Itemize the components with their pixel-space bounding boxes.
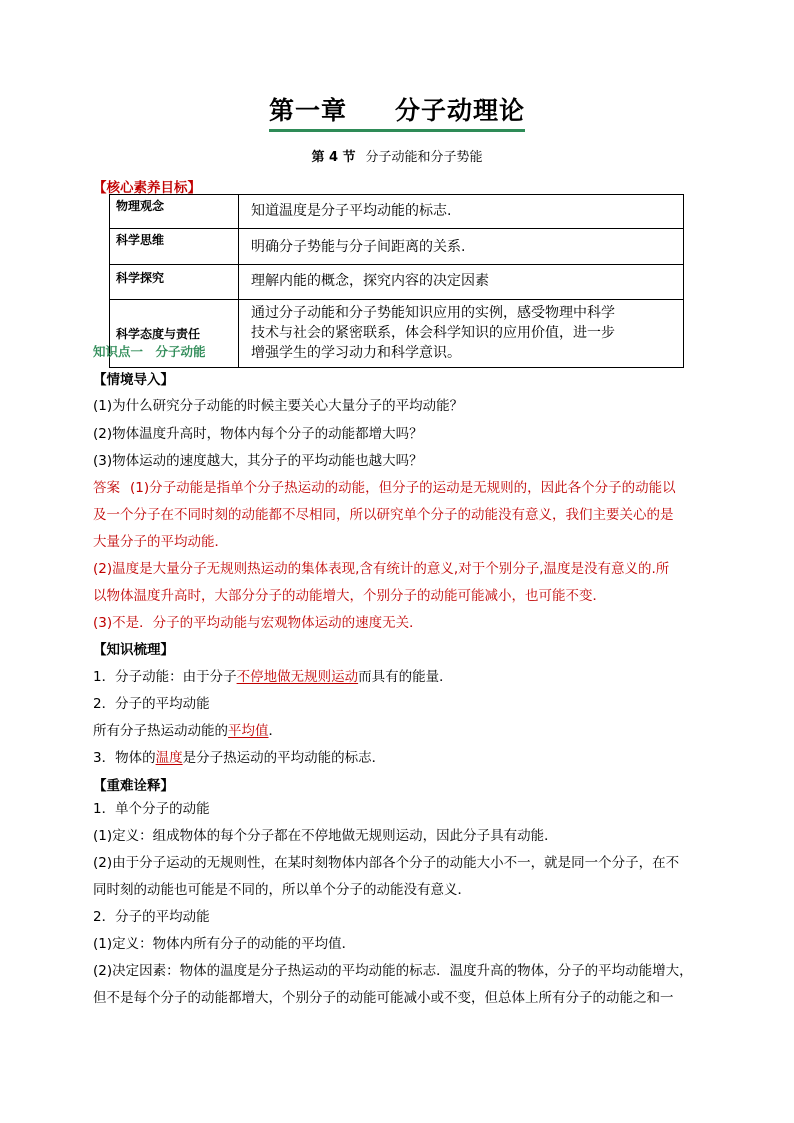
goal-value-line: 增强学生的学习动力和科学意识。 (251, 345, 461, 361)
answer-line (93, 478, 676, 498)
difficulty-line: 但不是每个分子的动能都增大，个别分子的动能可能减小或不变，但总体上所有分子的动能之和一 (93, 990, 674, 1006)
goal-value: 理解内能的概念，探究内容的决定因素 (239, 265, 684, 300)
section-number: 第 4 节 (311, 150, 356, 165)
review-blank-answer: 不停地做无规则运动 (236, 669, 359, 685)
review-blank-answer: 平均值 (228, 723, 269, 739)
difficulty-line: (2)决定因素：物体的温度是分子热运动的平均动能的标志．温度升高的物体，分子的平均动能增大， (93, 963, 693, 979)
difficulty-heading: 【重难诠释】 (93, 778, 174, 794)
goal-key: 物理观念 (110, 195, 239, 229)
goal-value-line: 通过分子动能和分子势能知识应用的实例，感受物理中科学 (251, 305, 615, 321)
chapter-prefix: 第一章 (268, 96, 347, 125)
question: (1)为什么研究分子动能的时候主要关心大量分子的平均动能？ (93, 398, 464, 414)
chapter-name: 分子动理论 (395, 96, 526, 125)
difficulty-line: (1)定义：物体内所有分子的动能的平均值． (93, 936, 356, 952)
answer-line: 大量分子的平均动能． (93, 534, 228, 550)
difficulty-line: 1．单个分子的动能 (93, 801, 210, 817)
review-item (93, 721, 282, 741)
review-text: 所有分子热运动动能的 (93, 723, 228, 739)
review-item (93, 748, 385, 768)
answer-line: 以物体温度升高时，大部分分子的动能增大，个别分子的动能可能减小，也可能不变． (93, 588, 606, 604)
goal-key: 科学态度与责任 (110, 300, 239, 368)
difficulty-line: 同时刻的动能也可能是不同的，所以单个分子的动能没有意义． (93, 882, 471, 898)
goal-value-line: 技术与社会的紧密联系，体会科学知识的应用价值，进一步 (251, 325, 615, 341)
answer-line: (2)温度是大量分子无规则热运动的集体表现,含有统计的意义,对于个别分子,温度是没有意义的.所 (93, 561, 670, 577)
answer-text: (1)分子动能是指单个分子热运动的动能，但分子的运动是无规则的，因此各个分子的动能以 (130, 480, 676, 496)
goal-value: 明确分子势能与分子间距离的关系. (239, 229, 684, 265)
answer-line: 及一个分子在不同时刻的动能都不尽相同，所以研究单个分子的动能没有意义，我们主要关心的是 (93, 507, 674, 523)
intro-heading: 【情境导入】 (93, 372, 174, 388)
review-text: 1．分子动能：由于分子 (93, 669, 237, 685)
goal-key: 科学探究 (110, 265, 239, 300)
review-text: 而具有的能量． (358, 669, 453, 685)
question: (3)物体运动的速度越大，其分子的平均动能也越大吗？ (93, 453, 423, 469)
goals-heading: 【核心素养目标】 (93, 180, 201, 196)
review-blank-answer: 温度 (155, 750, 183, 766)
chapter-title (0, 94, 794, 132)
review-item (93, 667, 453, 687)
review-text: ． (268, 723, 282, 739)
review-heading: 【知识梳理】 (93, 642, 174, 658)
question: (2)物体温度升高时，物体内每个分子的动能都增大吗？ (93, 426, 423, 442)
answer-label: 答案 (93, 480, 120, 496)
knowledge-point-heading: 知识点一 分子动能 (93, 344, 206, 359)
goals-row (110, 195, 684, 229)
goal-key: 科学思维 (110, 229, 239, 265)
section-title (0, 146, 794, 165)
goal-value: 知道温度是分子平均动能的标志. (239, 195, 684, 229)
review-text: 是分子热运动的平均动能的标志． (182, 750, 386, 766)
goals-row (110, 229, 684, 265)
goals-row (110, 265, 684, 300)
difficulty-line: (1)定义：组成物体的每个分子都在不停地做无规则运动，因此分子具有动能． (93, 828, 558, 844)
review-text: 3．物体的 (93, 750, 156, 766)
answer-line: (3)不是．分子的平均动能与宏观物体运动的速度无关． (93, 615, 423, 631)
difficulty-line: (2)由于分子运动的无规则性，在某时刻物体内部各个分子的动能大小不一，就是同一个分子，在不 (93, 855, 680, 871)
review-item: 2．分子的平均动能 (93, 696, 210, 712)
difficulty-line: 2．分子的平均动能 (93, 909, 210, 925)
section-name: 分子动能和分子势能 (365, 150, 483, 165)
goal-value (239, 300, 684, 368)
